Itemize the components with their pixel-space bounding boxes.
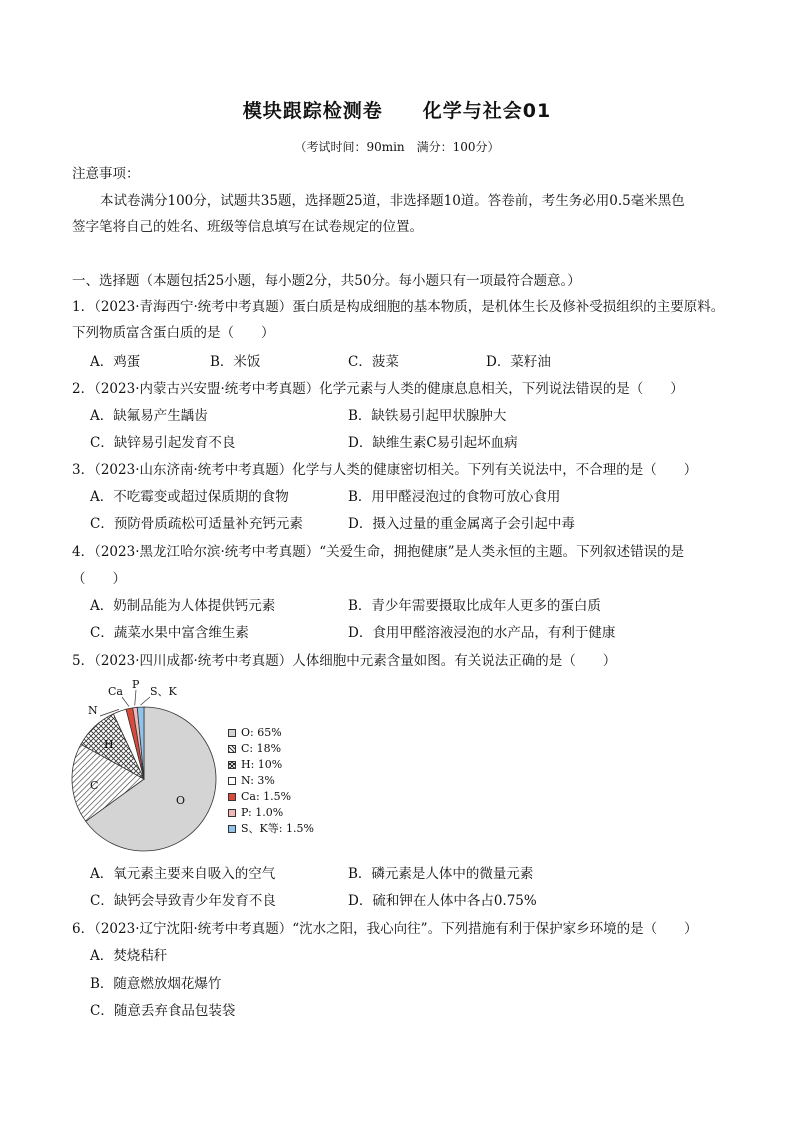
pie-label-6: S、K — [150, 685, 177, 698]
pie-label-1: C — [90, 779, 99, 792]
notice-line-2: 签字笔将自己的姓名、班级等信息填写在试卷规定的位置。 — [72, 219, 423, 235]
legend-label: C: 18% — [241, 742, 282, 755]
q3-option-d: D．摄入过量的重金属离子会引起中毒 — [348, 516, 575, 532]
q4-option-b: B．青少年需要摄取比成年人更多的蛋白质 — [348, 598, 601, 614]
legend-label: Ca: 1.5% — [241, 790, 292, 803]
q1-option-c: C．菠菜 — [348, 354, 399, 370]
q2-option-d: D．缺维生素C易引起坏血病 — [348, 435, 518, 451]
notice-heading: 注意事项： — [72, 166, 140, 182]
q3-option-b: B．用甲醛浸泡过的食物可放心食用 — [348, 489, 561, 505]
legend-swatch — [228, 825, 236, 833]
legend-item-o — [228, 726, 314, 740]
q3-option-a: A．不吃霉变或超过保质期的食物 — [90, 489, 289, 505]
legend-swatch — [228, 761, 236, 769]
q5-option-d: D．硫和钾在人体中各占0.75% — [348, 893, 537, 909]
notice-line-1: 本试卷满分100分，试题共35题，选择题25道，非选择题10道。答卷前，考生务必用0.5毫米黑色 — [100, 193, 685, 209]
q1-option-a: A．鸡蛋 — [90, 354, 141, 370]
legend-label: H: 10% — [241, 758, 283, 771]
legend-label: N: 3% — [241, 774, 275, 787]
legend-swatch — [228, 793, 236, 801]
exam-info: （考试时间：90min 满分：100分） — [294, 140, 500, 154]
question-2-stem: 2．（2023·内蒙古兴安盟·统考中考真题）化学元素与人类的健康息息相关，下列说法错误的是（ ） — [72, 381, 684, 397]
q5-option-a: A．氧元素主要来自吸入的空气 — [90, 866, 276, 882]
page-title: 模块跟踪检测卷 化学与社会01 — [242, 100, 552, 122]
pie-label-0: O — [176, 794, 186, 807]
legend-swatch — [228, 777, 236, 785]
section-heading: 一、选择题（本题包括25小题，每小题2分，共50分。每小题只有一项最符合题意。） — [72, 273, 581, 289]
pie-label-2: H — [104, 738, 114, 751]
legend-item-n — [228, 774, 314, 788]
q4-option-c: C．蔬菜水果中富含维生素 — [90, 625, 249, 641]
q4-option-d: D．食用甲醛溶液浸泡的水产品，有利于健康 — [348, 625, 616, 641]
question-1-stem: 1．（2023·青海西宁·统考中考真题）蛋白质是构成细胞的基本物质，是机体生长及修补受损组织的主要原料。 — [72, 299, 725, 315]
legend-item-s-k — [228, 822, 314, 836]
pie-leader-6 — [141, 697, 150, 705]
pie-label-4: Ca — [108, 685, 123, 698]
question-1-stem-cont: 下列物质富含蛋白质的是（ ） — [72, 325, 275, 341]
q5-option-c: C．缺钙会导致青少年发育不良 — [90, 893, 276, 909]
q1-option-b: B．米饭 — [210, 354, 261, 370]
pie-leader-5 — [135, 690, 136, 706]
question-4-stem: 4．（2023·黑龙江哈尔滨·统考中考真题）“关爱生命，拥抱健康”是人类永恒的主题。下列叙述错误的是 — [72, 544, 685, 560]
q2-option-c: C．缺锌易引起发育不良 — [90, 435, 236, 451]
q6-option-a: A．焚烧秸秆 — [90, 948, 168, 964]
pie-label-5: P — [132, 678, 140, 691]
pie-leader-4 — [122, 697, 129, 707]
q6-option-b: B．随意燃放烟花爆竹 — [90, 976, 222, 992]
legend-swatch — [228, 809, 236, 817]
q2-option-a: A．缺氟易产生龋齿 — [90, 408, 208, 424]
legend-label: S、K等: 1.5% — [241, 822, 314, 835]
chart-legend — [228, 726, 314, 836]
legend-item-c — [228, 742, 314, 756]
q6-option-c: C．随意丢弃食品包装袋 — [90, 1003, 236, 1019]
legend-swatch — [228, 745, 236, 753]
q5-option-b: B．磷元素是人体中的微量元素 — [348, 866, 534, 882]
q2-option-b: B．缺铁易引起甲状腺肿大 — [348, 408, 507, 424]
legend-item-ca — [228, 790, 314, 804]
question-3-stem: 3．（2023·山东济南·统考中考真题）化学与人类的健康密切相关。下列有关说法中，不合理的是（ ） — [72, 462, 698, 478]
legend-item-h — [228, 758, 314, 772]
pie-label-3: N — [88, 704, 98, 717]
legend-label: P: 1.0% — [241, 806, 284, 819]
q1-option-d: D．菜籽油 — [486, 354, 551, 370]
legend-label: O: 65% — [241, 726, 282, 739]
q3-option-c: C．预防骨质疏松可适量补充钙元素 — [90, 516, 303, 532]
legend-swatch — [228, 729, 236, 737]
question-4-stem-cont: （ ） — [72, 571, 126, 587]
q4-option-a: A．奶制品能为人体提供钙元素 — [90, 598, 276, 614]
question-5-stem: 5．（2023·四川成都·统考中考真题）人体细胞中元素含量如图。有关说法正确的是（ ） — [72, 653, 617, 669]
question-6-stem: 6．（2023·辽宁沈阳·统考中考真题）“沈水之阳，我心向往”。下列措施有利于保护家乡环境的是（ ） — [72, 921, 698, 937]
legend-item-p — [228, 806, 314, 820]
